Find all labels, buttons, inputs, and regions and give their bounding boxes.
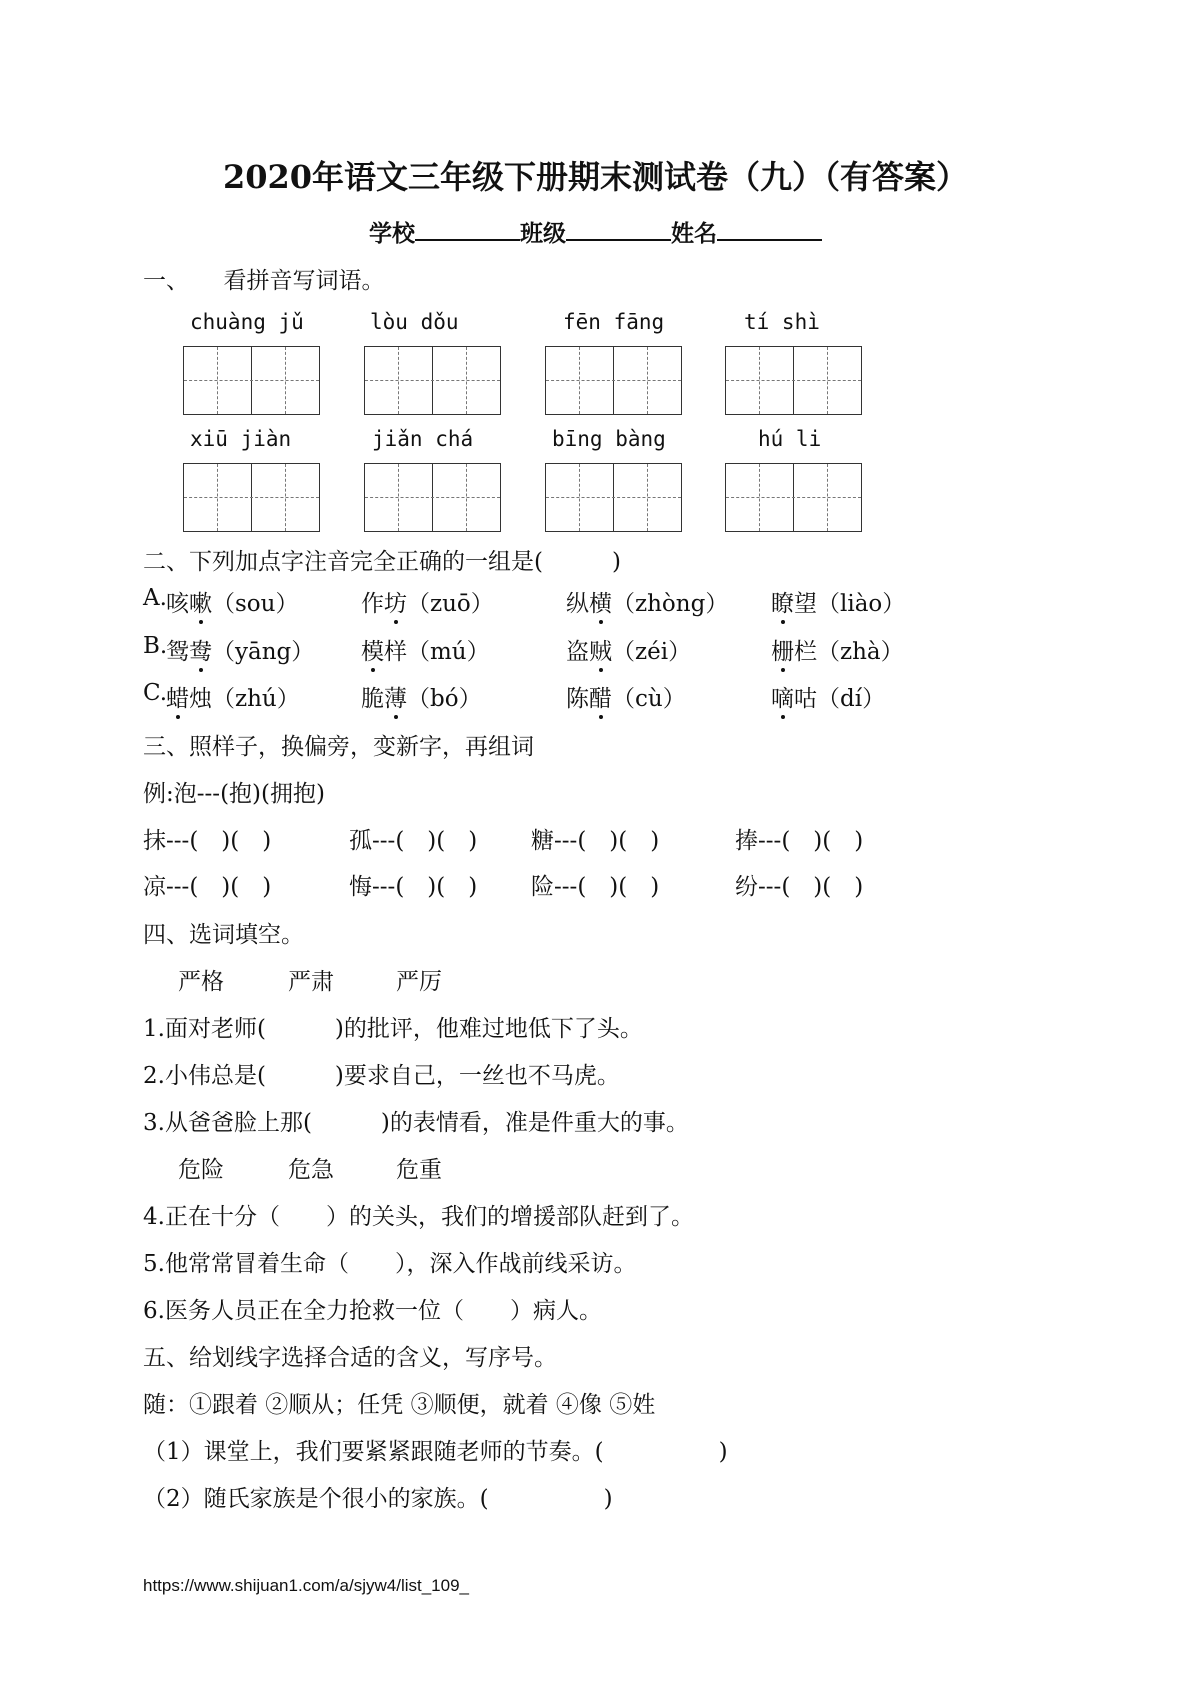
- option-item: 盗贼（zéi）: [566, 633, 691, 666]
- sentence: 3.从爸爸脸上那( )的表情看，准是件重大的事。: [143, 1110, 689, 1136]
- q3-heading: 三、照样子，换偏旁，变新字，再组词: [143, 734, 534, 760]
- radical-item: 捧---( )( ): [735, 828, 864, 854]
- footer-url[interactable]: https://www.shijuan1.com/a/sjyw4/list_109_: [143, 1576, 469, 1595]
- radical-item: 孤---( )( ): [349, 828, 478, 854]
- writing-grid[interactable]: [183, 346, 320, 415]
- option-item: 脆薄（bó）: [361, 680, 482, 713]
- option-item: 瞭望（liào）: [771, 585, 905, 618]
- option-label: C.: [143, 680, 168, 706]
- option-label: A.: [143, 585, 167, 611]
- option-item: 蜡烛（zhú）: [166, 680, 300, 713]
- radical-item: 悔---( )( ): [349, 874, 478, 900]
- sentence: 5.他常常冒着生命（ ），深入作战前线采访。: [143, 1251, 637, 1277]
- school-label: 学校: [369, 220, 415, 247]
- word-choice: 危重: [396, 1157, 442, 1183]
- school-blank[interactable]: [415, 219, 520, 241]
- pinyin-label: tí shì: [744, 310, 820, 334]
- option-item: 模样（mú）: [361, 633, 490, 666]
- writing-grid[interactable]: [364, 346, 501, 415]
- q4-heading: 四、选词填空。: [143, 922, 304, 948]
- q2-heading: 二、下列加点字注音完全正确的一组是( ): [143, 549, 621, 575]
- pinyin-label: hú li: [758, 427, 822, 451]
- pinyin-label: chuàng jǔ: [190, 310, 304, 334]
- radical-item: 糖---( )( ): [531, 828, 660, 854]
- word-choice: 严肃: [288, 969, 334, 995]
- word-choice: 危险: [178, 1157, 224, 1183]
- page-title: 2020年语文三年级下册期末测试卷（九）（有答案）: [222, 158, 969, 196]
- option-item: 栅栏（zhà）: [771, 633, 904, 666]
- q5-definitions: 随：①跟着 ②顺从；任凭 ③顺便，就着 ④像 ⑤姓: [143, 1392, 656, 1418]
- pinyin-label: jiǎn chá: [372, 427, 474, 451]
- option-item: 鸳鸯（yāng）: [166, 633, 314, 666]
- class-blank[interactable]: [566, 219, 671, 241]
- word-choice: 严厉: [396, 969, 442, 995]
- writing-grid[interactable]: [183, 463, 320, 532]
- option-item: 咳嗽（sou）: [166, 585, 298, 618]
- word-choice: 严格: [178, 969, 224, 995]
- sentence: 4.正在十分（ ）的关头，我们的增援部队赶到了。: [143, 1204, 694, 1230]
- writing-grid[interactable]: [725, 463, 862, 532]
- radical-item: 险---( )( ): [531, 874, 660, 900]
- pinyin-label: fēn fāng: [563, 310, 665, 334]
- student-info: [0, 215, 1191, 248]
- sentence: 6.医务人员正在全力抢救一位（ ）病人。: [143, 1298, 602, 1324]
- option-label: B.: [143, 633, 168, 659]
- q5-question: （1）课堂上，我们要紧紧跟随老师的节奏。( ): [143, 1439, 728, 1465]
- pinyin-label: lòu dǒu: [370, 310, 459, 334]
- radical-item: 纷---( )( ): [735, 874, 864, 900]
- pinyin-label: bīng bàng: [552, 427, 666, 451]
- option-item: 纵横（zhòng）: [566, 585, 728, 618]
- q1-heading: 一、 看拼音写词语。: [143, 268, 385, 294]
- word-choice: 危急: [288, 1157, 334, 1183]
- q5-question: （2）随氏家族是个很小的家族。( ): [143, 1486, 613, 1512]
- writing-grid[interactable]: [725, 346, 862, 415]
- q5-heading: 五、给划线字选择合适的含义，写序号。: [143, 1345, 557, 1371]
- name-blank[interactable]: [717, 219, 822, 241]
- writing-grid[interactable]: [545, 463, 682, 532]
- option-item: 作坊（zuō）: [361, 585, 494, 618]
- radical-item: 抹---( )( ): [143, 828, 272, 854]
- sentence: 2.小伟总是( )要求自己，一丝也不马虎。: [143, 1063, 620, 1089]
- option-item: 陈醋（cù）: [566, 680, 686, 713]
- option-item: 嘀咕（dí）: [771, 680, 885, 713]
- q3-example: 例:泡---(抱)(拥抱): [143, 781, 325, 807]
- writing-grid[interactable]: [364, 463, 501, 532]
- pinyin-label: xiū jiàn: [190, 427, 292, 451]
- name-label: 姓名: [671, 220, 717, 247]
- class-label: 班级: [520, 220, 566, 247]
- sentence: 1.面对老师( )的批评，他难过地低下了头。: [143, 1016, 643, 1042]
- radical-item: 凉---( )( ): [143, 874, 272, 900]
- writing-grid[interactable]: [545, 346, 682, 415]
